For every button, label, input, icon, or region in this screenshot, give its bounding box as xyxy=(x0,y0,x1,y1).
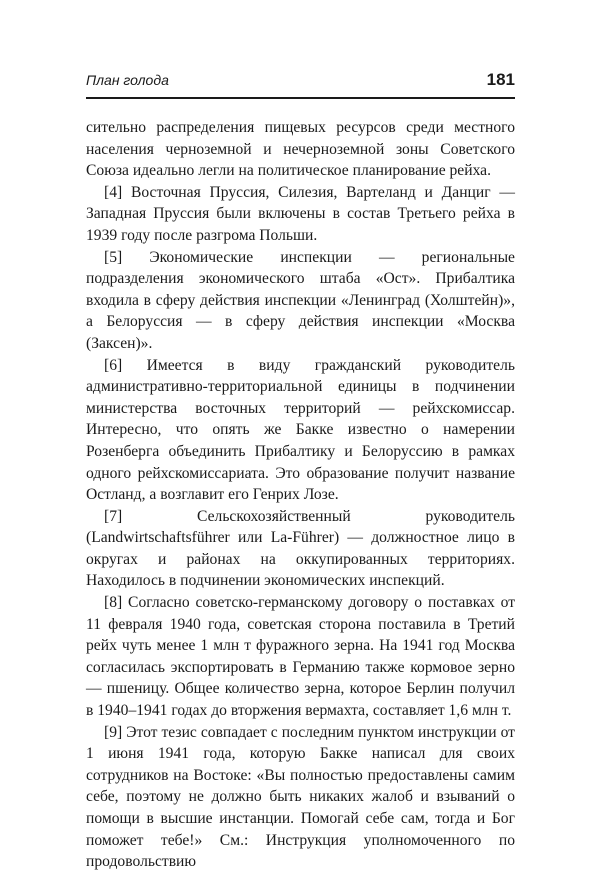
note-label: [9] xyxy=(104,723,123,741)
note-label: [4] xyxy=(104,183,123,201)
note-text: сительно распределения пищевых ресурсов среди местного населения черноземной и нечерноземной зоны Советского Союза идеально легли на политическое планирование рейха. xyxy=(86,119,515,180)
note-text: Имеется в виду гражданский руководитель административно-территориальной единицы в подчинении министерства восточных территорий — рейхскомиссар. Интересно, что опять же Бакке известно о намерении Розенберга объединить Прибалтику и Белоруссию в рамках одного рейхскомиссариата. Это образование получит название Остланд, а возглавит его Генрих Лозе. xyxy=(86,356,515,504)
note-text: Экономические инспекции — региональные подразделения экономического штаба «Ост». Прибалтика входила в сферу действия инспекции «Ленинград (Холштейн)», а Белоруссия — в сферу действия инспекции «Москва (Заксен)». xyxy=(86,248,515,352)
note-7 xyxy=(86,506,515,592)
note-text: Восточная Пруссия, Силезия, Вартеланд и Данциг — Западная Пруссия были включены в состав Третьего рейха в 1939 году после разгрома Польши. xyxy=(86,183,515,244)
page-number: 181 xyxy=(486,70,515,89)
note-4 xyxy=(86,182,515,247)
note-6 xyxy=(86,355,515,506)
note-text: Этот тезис совпадает с последним пунктом инструкции от 1 июня 1941 года, которую Бакке написал для своих сотрудников на Востоке: «Вы полностью предоставлены самим себе, поэтому не должно быть никаких жалоб и взываний о помощи в высшие инстанции. Помогай себе сам, тогда и Бог поможет тебе!» См.: Инструкция уполномоченного по продовольствию xyxy=(86,723,515,871)
note-5 xyxy=(86,247,515,355)
header-rule xyxy=(86,97,515,99)
note-text: Сельскохозяйственный руководитель (Landwirtschaftsführer или La-Führer) — должностное лицо в округах и районах на оккупированных территориях. Находилось в подчинении экономических инспекций. xyxy=(86,507,515,590)
notes-body xyxy=(86,117,515,873)
note-label: [5] xyxy=(104,248,123,266)
note-9 xyxy=(86,722,515,873)
running-title: План голода xyxy=(86,72,169,88)
note-8 xyxy=(86,592,515,722)
note-label: [8] xyxy=(104,594,123,612)
note-continuation xyxy=(86,117,515,182)
note-label: [7] xyxy=(104,507,123,525)
note-label: [6] xyxy=(104,356,123,374)
note-text: Согласно советско-германскому договору о поставках от 11 февраля 1940 года, советская сторона поставила в Третий рейх чуть менее 1 млн т фуражного зерна. На 1941 год Москва согласилась экспортировать в Германию также кормовое зерно — пшеницу. Общее количество зерна, которое Берлин получил в 1940–1941 годах до вторжения вермахта, составляет 1,6 млн т. xyxy=(86,594,516,720)
running-head xyxy=(86,70,515,94)
